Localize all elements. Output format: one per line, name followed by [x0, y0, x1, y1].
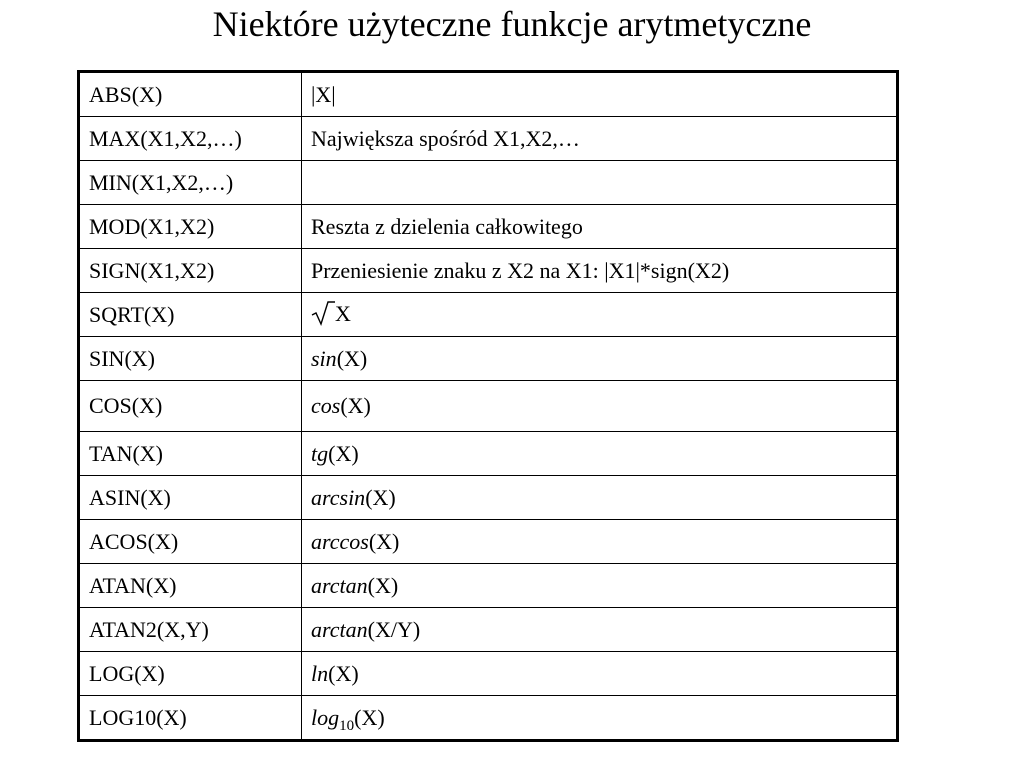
- math-function-name: tg: [311, 440, 329, 466]
- math-function-name: log: [311, 704, 340, 730]
- math-function-name: arctan: [311, 616, 368, 642]
- description-cell: [302, 696, 898, 741]
- table-row: [79, 696, 898, 741]
- math-function-name: cos: [311, 393, 341, 418]
- table-row: [79, 432, 898, 476]
- description-cell: [302, 337, 898, 381]
- table-row: [79, 652, 898, 696]
- math-argument: (X): [368, 528, 400, 554]
- function-name-cell: LOG(X): [79, 652, 302, 696]
- description-cell: [302, 381, 898, 432]
- function-name-cell: SIGN(X1,X2): [79, 249, 302, 293]
- math-argument: (X): [340, 393, 371, 418]
- math-function-name: arctan: [311, 572, 368, 598]
- description-cell: Przeniesienie znaku z X2 na X1: |X1|*sign(X2): [302, 249, 898, 293]
- description-cell: [302, 476, 898, 520]
- math-argument: (X): [354, 704, 385, 730]
- function-name-cell: SIN(X): [79, 337, 302, 381]
- function-name-cell: MOD(X1,X2): [79, 205, 302, 249]
- table-row: [79, 564, 898, 608]
- math-function-name: arcsin: [311, 484, 366, 510]
- table-row: [79, 476, 898, 520]
- page-title: Niektóre użyteczne funkcje arytmetyczne: [212, 4, 812, 44]
- math-argument: (X): [336, 345, 368, 371]
- function-name-cell: ASIN(X): [79, 476, 302, 520]
- function-name-cell: ACOS(X): [79, 520, 302, 564]
- table-row: [79, 381, 898, 432]
- math-function-name: arccos: [311, 528, 369, 554]
- functions-table: [77, 70, 899, 742]
- table-row: [79, 205, 898, 249]
- function-name-cell: MAX(X1,X2,…): [79, 117, 302, 161]
- function-name-cell: ABS(X): [79, 72, 302, 117]
- function-name-cell: COS(X): [79, 381, 302, 432]
- table-row: [79, 337, 898, 381]
- function-name-cell: MIN(X1,X2,…): [79, 161, 302, 205]
- description-cell: [302, 161, 898, 205]
- description-cell: Reszta z dzielenia całkowitego: [302, 205, 898, 249]
- description-cell: Największa spośród X1,X2,…: [302, 117, 898, 161]
- table-row: [79, 161, 898, 205]
- sqrt-argument: X: [335, 300, 351, 326]
- description-cell: [302, 652, 898, 696]
- math-argument: (X/Y): [367, 616, 421, 642]
- description-cell: [302, 564, 898, 608]
- math-argument: (X): [328, 440, 359, 466]
- function-name-cell: SQRT(X): [79, 293, 302, 337]
- description-cell: [302, 608, 898, 652]
- math-argument: (X): [328, 660, 359, 686]
- math-argument: (X): [365, 484, 396, 510]
- table-row: [79, 249, 898, 293]
- function-name-cell: TAN(X): [79, 432, 302, 476]
- table-row: [79, 72, 898, 117]
- description-cell: [302, 432, 898, 476]
- log-base-subscript: 10: [339, 717, 355, 734]
- square-root-icon: [311, 300, 335, 326]
- math-argument: (X): [367, 572, 399, 598]
- function-name-cell: LOG10(X): [79, 696, 302, 741]
- description-cell: |X|: [302, 72, 898, 117]
- description-cell: [302, 520, 898, 564]
- math-function-name: sin: [311, 345, 337, 371]
- math-function-name: ln: [311, 660, 329, 686]
- function-name-cell: ATAN(X): [79, 564, 302, 608]
- table-row: [79, 293, 898, 337]
- description-cell: [302, 293, 898, 337]
- table-row: [79, 608, 898, 652]
- table-row: [79, 117, 898, 161]
- function-name-cell: ATAN2(X,Y): [79, 608, 302, 652]
- table-row: [79, 520, 898, 564]
